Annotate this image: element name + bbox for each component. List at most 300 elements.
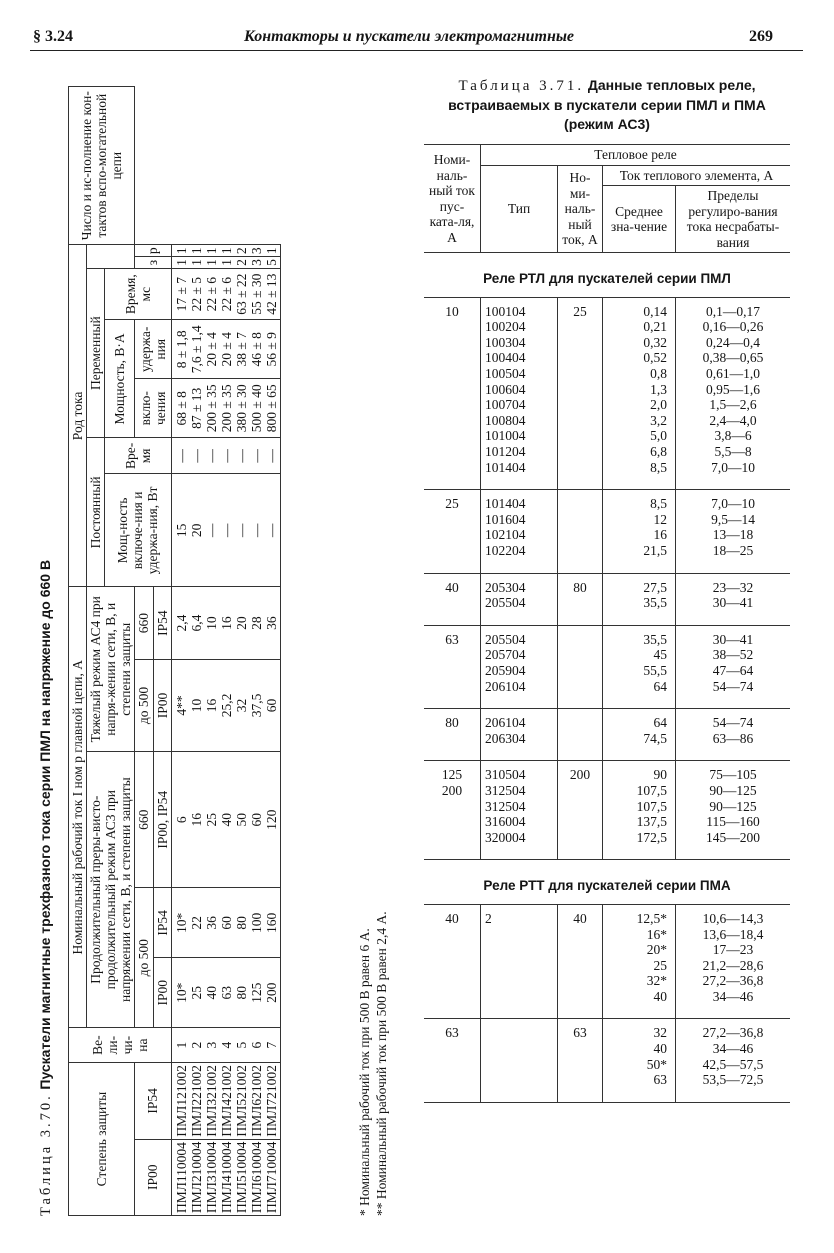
avg-line: 3,2 <box>650 412 667 428</box>
cell-line: 80 <box>233 916 249 930</box>
th-rel-nom: Но-ми-наль-ный ток, А <box>558 165 603 253</box>
range-line: 145—200 <box>706 829 760 845</box>
range-line: 27,2—36,8 <box>702 1025 764 1041</box>
cell-z <box>171 257 280 269</box>
type-line: 320004 <box>485 829 526 845</box>
avg-line: 45 <box>653 647 667 663</box>
avg-line: 20* <box>646 942 667 958</box>
cell-line: 10 <box>203 616 219 630</box>
th-hold: удержа-ния <box>135 320 171 379</box>
th-z: з <box>135 257 171 269</box>
avg-line: 63 <box>653 1072 667 1088</box>
cell-line: 16 <box>218 616 234 630</box>
cell-line: ПМЛ210004 <box>188 1141 204 1213</box>
cell-line: — <box>233 523 249 538</box>
type-line: 100204 <box>485 319 526 335</box>
cell-ac3-500-ip00 <box>171 958 280 1028</box>
cell-line: — <box>188 449 204 463</box>
th-contacts: Число и ис-полнение кон-тактов вспо-могательной цепи <box>69 87 135 245</box>
cell-line: 1 <box>173 259 189 266</box>
cell-line: 38 ± 7 <box>233 332 249 367</box>
range-line: 13,6—18,4 <box>702 926 764 942</box>
cell-line: 22 <box>188 916 204 930</box>
cell-line: ПМЛ721002 <box>263 1065 279 1137</box>
cell-avg <box>603 761 676 860</box>
table-3-71 <box>424 144 790 1103</box>
group-ptl <box>424 573 790 625</box>
avg-line: 35,5 <box>643 631 667 647</box>
group-ptt <box>424 1019 790 1102</box>
avg-line: 12,5* <box>636 910 667 926</box>
cell-line: — <box>218 523 234 538</box>
th-range: Пределы регулиро-вания тока несрабаты-вания <box>676 186 791 253</box>
range-line: 18—25 <box>712 543 754 558</box>
cell-line: 63 <box>218 985 234 1000</box>
cell-rel-nom: 63 <box>558 1019 603 1102</box>
cell-line: 500 ± 40 <box>248 384 264 433</box>
avg-line: 0,32 <box>643 334 667 350</box>
cell-line: 2 <box>233 247 249 255</box>
cell-ip54 <box>171 1063 280 1139</box>
range-line: 10,6—14,3 <box>702 910 764 926</box>
cell-line: 40 <box>218 813 234 827</box>
th-ip00: IP00 <box>135 1139 171 1215</box>
type-line: 100704 <box>485 397 526 413</box>
table-3-70-caption <box>30 86 60 1216</box>
type-line: 102104 <box>485 527 526 543</box>
cell-type <box>481 297 558 490</box>
cell-line: 1 <box>203 259 219 266</box>
type-line: 316004 <box>485 814 526 830</box>
cell-line: 55 ± 30 <box>248 273 264 315</box>
avg-line: 12 <box>653 511 667 527</box>
cell-line: 200 ± 35 <box>218 384 234 433</box>
table-3-70-grid <box>68 86 281 1216</box>
avg-line: 2,0 <box>650 397 667 413</box>
cell-line: — <box>263 523 279 538</box>
cell-rel-nom <box>558 709 603 761</box>
type-line: 205904 <box>485 662 526 678</box>
type-line: 205704 <box>485 647 526 663</box>
avg-line: 64 <box>653 715 667 731</box>
avg-line: 64 <box>653 678 667 694</box>
range-line: 7,0—10 <box>711 496 755 512</box>
type-line: 100404 <box>485 350 526 366</box>
note-2: ** Номинальный рабочий ток при 500 В равен 2,4 А. <box>374 911 389 1216</box>
range-line: 0,16—0,26 <box>702 319 764 335</box>
range-line: 21,2—28,6 <box>702 957 764 973</box>
avg-line: 0,14 <box>643 303 667 319</box>
cell-ac-on <box>171 379 280 438</box>
group-ptt <box>424 904 790 1019</box>
range-line: 54—74 <box>712 715 754 731</box>
th-long-mode: Продолжительный преры-висто-продолжительный режим АС3 при напряжении сети, В, и степени защиты <box>87 752 135 1028</box>
type-line: 100104 <box>485 303 526 319</box>
range-line: 90—125 <box>709 782 757 798</box>
cell-line: 42 ± 13 <box>263 273 279 315</box>
cell-nominal <box>424 1019 481 1102</box>
cell-line: 1 <box>218 247 234 255</box>
cell-line: 1 <box>173 247 189 255</box>
nominal-line: 80 <box>445 715 459 731</box>
table-3-71-body <box>424 253 790 1103</box>
cell-line: — <box>248 523 264 538</box>
nominal-line: 25 <box>445 496 459 512</box>
cell-line: — <box>203 523 219 538</box>
range-line: 0,95—1,6 <box>706 381 760 397</box>
type-line: 101004 <box>485 428 526 444</box>
cell-type <box>481 573 558 625</box>
cell-line: 4** <box>173 695 189 716</box>
header-rule <box>30 50 803 51</box>
th-ac-power: Мощность, В·А <box>105 320 135 438</box>
avg-line: 16 <box>653 527 667 543</box>
th-dc: Постоянный <box>87 438 105 587</box>
cell-line: ПМЛ321002 <box>203 1065 219 1137</box>
type-line: 100304 <box>485 334 526 350</box>
cell-avg <box>603 297 676 490</box>
range-line: 2,4—4,0 <box>709 412 757 428</box>
cell-line: 10* <box>173 912 189 933</box>
th-rated-current: Номинальный рабочий ток I ном р главной цепи, А <box>69 587 87 1028</box>
cell-line: — <box>203 449 219 463</box>
avg-line: 0,52 <box>643 350 667 366</box>
caption-prefix: Таблица 3.70. <box>38 1093 54 1216</box>
cell-line: ПМЛ521002 <box>233 1065 249 1137</box>
cell-ac3-500-ip54 <box>171 888 280 958</box>
type-line: 206104 <box>485 715 526 731</box>
section-row <box>424 860 790 905</box>
cell-type <box>481 490 558 573</box>
running-title: Контакторы и пускатели электромагнитные <box>244 28 575 45</box>
cell-line: 50 <box>233 813 249 827</box>
cell-line: 63 ± 22 <box>233 273 249 315</box>
cell-range <box>676 709 791 761</box>
caption-line-1: Данные тепловых реле, <box>587 77 756 93</box>
cell-line: 3 <box>203 1041 219 1049</box>
cell-range <box>676 490 791 573</box>
cell-line: ПМЛ410004 <box>218 1141 234 1213</box>
cell-line: 7,6 ± 1,4 <box>188 325 204 374</box>
th-660: 660 <box>135 752 153 888</box>
avg-line: 5,0 <box>650 428 667 444</box>
group-ptl <box>424 709 790 761</box>
cell-nominal <box>424 761 481 860</box>
cell-line: 68 ± 8 <box>173 391 189 426</box>
cell-line: — <box>263 449 279 463</box>
cell-line: 6 <box>173 816 189 824</box>
cell-line: 36 <box>263 616 279 630</box>
cell-line: ПМЛ621002 <box>248 1065 264 1137</box>
avg-line: 6,8 <box>650 444 667 460</box>
avg-line: 172,5 <box>636 829 667 845</box>
cell-type <box>481 1019 558 1102</box>
cell-line: 40 <box>203 985 219 1000</box>
range-line: 13—18 <box>712 527 754 543</box>
cell-nominal <box>424 904 481 1019</box>
range-line: 53,5—72,5 <box>702 1072 764 1088</box>
th-ac: Переменный <box>87 268 105 438</box>
cell-line: 20 ± 4 <box>218 332 234 367</box>
cell-rel-nom: 80 <box>558 573 603 625</box>
cell-type <box>481 709 558 761</box>
cell-line: 22 ± 6 <box>218 276 234 312</box>
group-ptl <box>424 297 790 490</box>
table-3-71-caption <box>425 76 789 134</box>
cell-line: 3 <box>248 247 264 255</box>
range-line: 17—23 <box>712 942 754 958</box>
cell-line: 1 <box>173 1041 189 1049</box>
avg-line: 1,3 <box>650 381 667 397</box>
cell-nominal <box>424 297 481 490</box>
avg-line: 8,5 <box>650 459 667 475</box>
nominal-line: 63 <box>445 1025 459 1041</box>
type-line: 206104 <box>485 678 526 694</box>
cell-line: 160 <box>263 912 279 933</box>
cell-line: 3 <box>248 259 264 266</box>
cell-line: 60 <box>263 698 279 713</box>
section-title: Реле РТЛ для пускателей серии ПМЛ <box>424 253 790 298</box>
range-line: 54—74 <box>712 678 754 694</box>
avg-line: 21,5 <box>643 543 667 558</box>
range-line: 9,5—14 <box>711 511 755 527</box>
type-line: 205304 <box>485 579 526 595</box>
th-dc-time: Вре-мя <box>105 438 171 474</box>
cell-line: 87 ± 13 <box>188 387 204 429</box>
page-number: 269 <box>749 28 773 45</box>
cell-line: 1 <box>263 247 279 255</box>
cell-range <box>676 625 791 708</box>
th-ac3-500-ip54: IP54 <box>153 888 171 958</box>
cell-line: 15 <box>173 523 189 538</box>
cell-line: 6 <box>248 1041 264 1049</box>
cell-range <box>676 573 791 625</box>
avg-line: 35,5 <box>643 595 667 611</box>
cell-line: ПМЛ121002 <box>173 1065 189 1137</box>
th-ac3-500-ip00: IP00 <box>153 958 171 1028</box>
cell-line: 1 <box>188 259 204 266</box>
range-line: 38—52 <box>712 647 754 663</box>
avg-line: 40 <box>653 988 667 1004</box>
cell-range <box>676 1019 791 1102</box>
type-line: 312504 <box>485 798 526 814</box>
avg-line: 90 <box>653 767 667 783</box>
cell-rel-nom: 200 <box>558 761 603 860</box>
range-line: 7,0—10 <box>711 459 755 475</box>
cell-nominal <box>424 625 481 708</box>
type-line: 205504 <box>485 631 526 647</box>
cell-line: 36 <box>203 916 219 930</box>
th-time-ms: Время, мс <box>105 268 171 320</box>
avg-line: 55,5 <box>643 662 667 678</box>
cell-line: 800 ± 65 <box>263 384 279 433</box>
avg-line: 32 <box>653 1025 667 1041</box>
cell-time-ms <box>171 268 280 320</box>
cell-dc-time <box>171 438 280 474</box>
section-number: § 3.24 <box>33 28 73 45</box>
cell-nominal <box>424 709 481 761</box>
cell-avg <box>603 709 676 761</box>
cell-line: 46 ± 8 <box>248 332 264 367</box>
cell-line: 16 <box>188 813 204 827</box>
type-line: 101404 <box>485 459 526 475</box>
type-line: 312504 <box>485 782 526 798</box>
range-line: 42,5—57,5 <box>702 1056 764 1072</box>
note-1: * Номинальный рабочий ток при 500 В равен 6 А. <box>357 928 372 1216</box>
range-line: 1,5—2,6 <box>709 397 757 413</box>
range-line: 5,5—8 <box>714 444 752 460</box>
avg-line: 27,5 <box>643 579 667 595</box>
range-line: 75—105 <box>709 767 757 783</box>
cell-line: 22 ± 5 <box>188 276 204 312</box>
cell-rel-nom <box>558 490 603 573</box>
range-line: 23—32 <box>712 579 754 595</box>
cell-line: 1 <box>218 259 234 266</box>
range-line: 30—41 <box>712 595 754 611</box>
cell-line: 200 ± 35 <box>203 384 219 433</box>
cell-line: 60 <box>218 916 234 930</box>
cell-line: 28 <box>248 616 264 630</box>
cell-line: 5 <box>233 1041 249 1049</box>
th-size: Ве-ли-чи-на <box>69 1028 172 1063</box>
cell-avg <box>603 904 676 1019</box>
cell-ac3-660 <box>171 752 280 888</box>
cell-line: 1 <box>188 247 204 255</box>
caption-title: Пускатели магнитные трехфазного тока серии ПМЛ на напряжение до 660 В <box>37 559 53 1090</box>
th-current-kind: Род тока <box>69 245 87 587</box>
table-3-70-notes <box>356 116 390 1216</box>
range-line: 30—41 <box>712 631 754 647</box>
cell-line: ПМЛ421002 <box>218 1065 234 1137</box>
cell-line: 100 <box>248 912 264 933</box>
avg-line: 0,8 <box>650 366 667 382</box>
cell-avg <box>603 490 676 573</box>
cell-ac4-500 <box>171 659 280 751</box>
cell-line: ПМЛ110004 <box>173 1142 189 1213</box>
avg-line: 32* <box>646 973 667 989</box>
range-line: 90—125 <box>709 798 757 814</box>
group-ptl <box>424 625 790 708</box>
avg-line: 25 <box>653 957 667 973</box>
nominal-line: 10 <box>445 303 459 319</box>
cell-line: ПМЛ710004 <box>263 1141 279 1213</box>
th-switch-on: вклю-чения <box>135 379 171 438</box>
cell-nominal <box>424 490 481 573</box>
nominal-line: 40 <box>445 579 459 595</box>
type-line: 101204 <box>485 444 526 460</box>
range-line: 47—64 <box>712 662 754 678</box>
cell-type <box>481 761 558 860</box>
cell-r <box>171 245 280 257</box>
type-line: 100504 <box>485 366 526 382</box>
th-element: Ток теплового элемента, А <box>603 165 791 186</box>
cell-line: 32 <box>233 698 249 713</box>
th-r: р <box>135 245 171 257</box>
cell-line: 10 <box>188 698 204 713</box>
cell-line: ПМЛ510004 <box>233 1141 249 1213</box>
section-row <box>424 253 790 298</box>
cell-line: 2 <box>188 1041 204 1049</box>
th-ip54: IP54 <box>135 1063 171 1139</box>
type-line: 310504 <box>485 767 526 783</box>
caption-line-3: (режим АС3) <box>564 116 650 132</box>
cell-line: 10* <box>173 982 189 1003</box>
cell-line: 120 <box>263 809 279 830</box>
cell-line: 25,2 <box>218 693 234 718</box>
cell-line: 2 <box>233 259 249 266</box>
th-ac4-500: IP00 <box>153 659 171 751</box>
cell-line: 200 <box>263 982 279 1003</box>
range-line: 34—46 <box>712 988 754 1004</box>
cell-line: 25 <box>188 985 204 1000</box>
range-line: 115—160 <box>706 814 760 830</box>
range-line: 63—86 <box>712 730 754 746</box>
type-line: 206304 <box>485 730 526 746</box>
cell-rel-nom: 25 <box>558 297 603 490</box>
cell-line: 22 ± 6 <box>203 276 219 312</box>
nominal-line: 125 <box>441 767 463 783</box>
avg-line: 50* <box>646 1056 667 1072</box>
cell-line: 20 ± 4 <box>203 332 219 367</box>
cell-line: ПМЛ610004 <box>248 1141 264 1213</box>
cell-line: 25 <box>203 813 219 827</box>
range-line: 0,38—0,65 <box>702 350 764 366</box>
cell-ip00 <box>171 1139 280 1215</box>
cell-size <box>171 1028 280 1063</box>
cell-rel-nom: 40 <box>558 904 603 1019</box>
range-line: 0,24—0,4 <box>706 334 760 350</box>
cell-line: ПМЛ310004 <box>203 1141 219 1213</box>
cell-line: 56 ± 9 <box>263 332 279 367</box>
cell-dc-power <box>171 474 280 587</box>
th-avg: Среднее зна-чение <box>603 186 676 253</box>
type-line: 101604 <box>485 511 526 527</box>
cell-avg <box>603 1019 676 1102</box>
range-line: 0,61—1,0 <box>706 366 760 382</box>
cell-avg <box>603 573 676 625</box>
section-title: Реле РТТ для пускателей серии ПМА <box>424 860 790 905</box>
range-line: 34—46 <box>712 1041 754 1057</box>
avg-line: 40 <box>653 1041 667 1057</box>
cell-line: 20 <box>188 523 204 538</box>
avg-line: 107,5 <box>636 782 667 798</box>
avg-line: 0,21 <box>643 319 667 335</box>
type-line: 2 <box>485 910 492 926</box>
group-ptl <box>424 761 790 860</box>
cell-line: 8 ± 1,8 <box>173 330 189 369</box>
type-line: 205504 <box>485 595 526 611</box>
type-line: 100604 <box>485 381 526 397</box>
cell-line: 7 <box>263 1041 279 1049</box>
range-line: 0,1—0,17 <box>706 303 760 319</box>
cell-line: 37,5 <box>248 693 264 718</box>
cell-nominal <box>424 573 481 625</box>
th-heavy-mode: Тяжелый режим АС4 при напря-жении сети, В, и степени защиты <box>87 587 135 752</box>
cell-ac-hold <box>171 320 280 379</box>
cell-range <box>676 761 791 860</box>
cell-line: 20 <box>233 616 249 630</box>
th-nominal: Номи-наль-ный ток пус-ката-ля, А <box>424 145 481 253</box>
table-3-70 <box>30 86 405 1216</box>
th-ac3-660: IP00, IP54 <box>153 752 171 888</box>
cell-line: 80 <box>233 985 249 1000</box>
cell-range <box>676 297 791 490</box>
cell-line: 125 <box>248 982 264 1003</box>
cell-avg <box>603 625 676 708</box>
cell-line: 380 ± 30 <box>233 384 249 433</box>
cell-line: 1 <box>203 247 219 255</box>
nominal-line: 40 <box>445 910 459 926</box>
